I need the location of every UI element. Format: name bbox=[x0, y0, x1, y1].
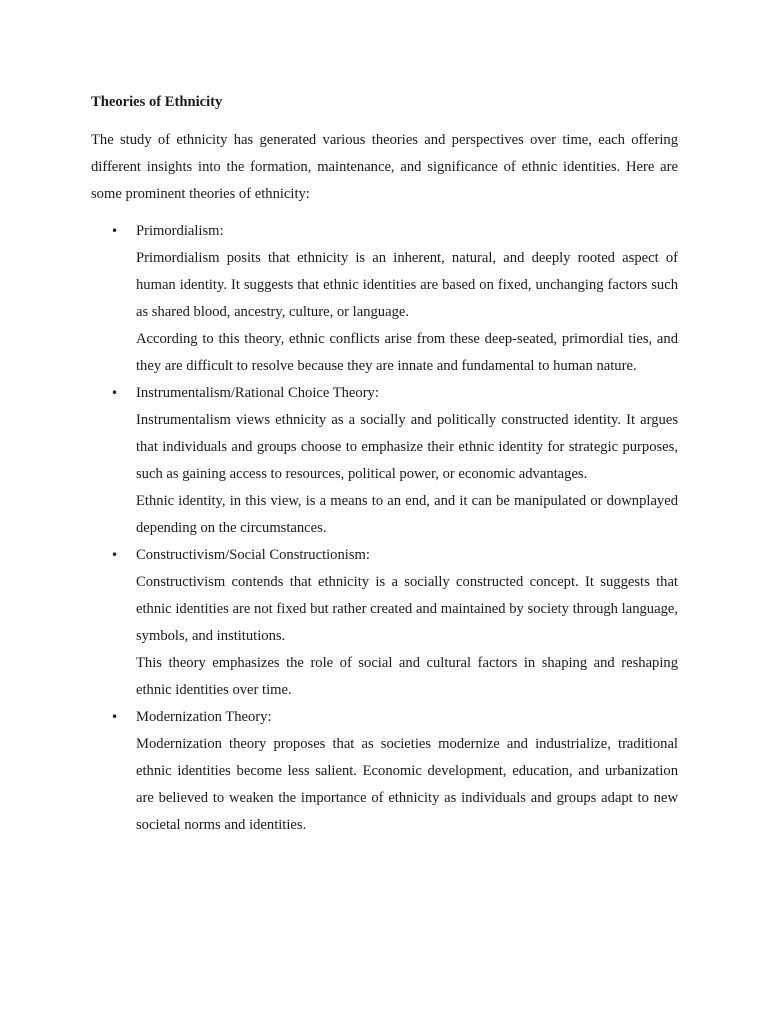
theory-item-instrumentalism bbox=[91, 380, 678, 542]
theory-paragraph: According to this theory, ethnic conflicts arise from these deep-seated, primordial ties, and they are difficult to resolve because they are innate and fundamental to human nature. bbox=[136, 331, 678, 374]
intro-paragraph: The study of ethnicity has generated various theories and perspectives over time, each offering different insights into the formation, maintenance, and significance of ethnic identities. Here are some prominent theories of ethnicity: bbox=[91, 132, 678, 202]
theory-name: Instrumentalism/Rational Choice Theory: bbox=[136, 385, 379, 401]
theory-paragraph: Constructivism contends that ethnicity is a socially constructed concept. It suggests that ethnic identities are not fixed but rather created and maintained by society through language, symbols, and institutions. bbox=[136, 574, 678, 644]
theory-item-primordialism bbox=[91, 218, 678, 380]
document-title: Theories of Ethnicity bbox=[91, 94, 223, 110]
theory-paragraph: This theory emphasizes the role of social and cultural factors in shaping and reshaping ethnic identities over time. bbox=[136, 655, 678, 698]
bullet-icon: • bbox=[111, 710, 119, 724]
bullet-icon: • bbox=[111, 386, 119, 400]
theory-paragraph: Primordialism posits that ethnicity is an inherent, natural, and deeply rooted aspect of human identity. It suggests that ethnic identities are based on fixed, unchanging factors such as shared blood, ancestry, culture, or language. bbox=[136, 250, 678, 320]
theory-item-modernization bbox=[91, 704, 678, 839]
bullet-icon: • bbox=[111, 548, 119, 562]
theory-paragraph: Ethnic identity, in this view, is a means to an end, and it can be manipulated or downplayed depending on the circumstances. bbox=[136, 493, 678, 536]
theory-paragraph: Modernization theory proposes that as societies modernize and industrialize, traditional ethnic identities become less salient. Economic development, education, and urbanization are believed to weaken the importance of ethnicity as individuals and groups adapt to new societal norms and identities. bbox=[136, 736, 678, 833]
document-page bbox=[91, 92, 678, 839]
theory-item-constructivism bbox=[91, 542, 678, 704]
bullet-icon: • bbox=[111, 224, 119, 238]
theory-name: Modernization Theory: bbox=[136, 709, 272, 725]
theory-paragraph: Instrumentalism views ethnicity as a socially and politically constructed identity. It argues that individuals and groups choose to emphasize their ethnic identity for strategic purposes, such as gaining access to resources, political power, or economic advantages. bbox=[136, 412, 678, 482]
theories-list bbox=[91, 218, 678, 839]
theory-name: Constructivism/Social Constructionism: bbox=[136, 547, 370, 563]
theory-name: Primordialism: bbox=[136, 223, 224, 239]
